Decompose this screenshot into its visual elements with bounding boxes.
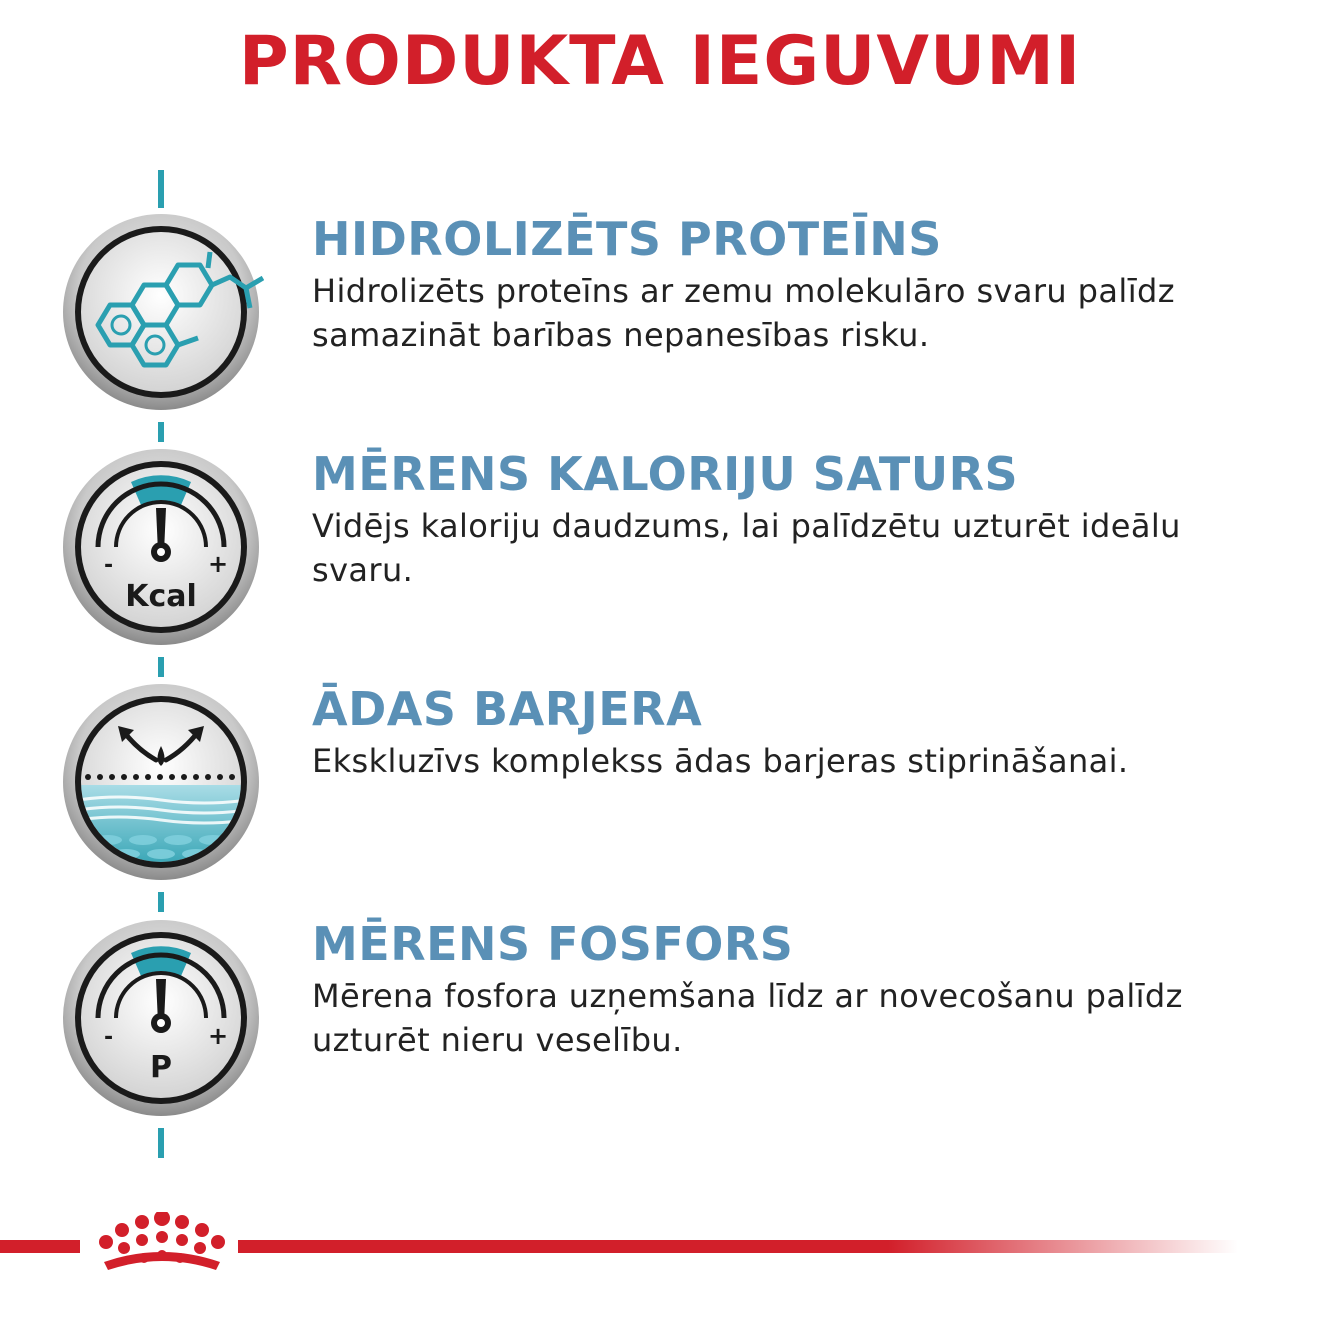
- benefit-title: HIDROLIZĒTS PROTEĪNS: [312, 212, 942, 266]
- icon-column: [58, 160, 264, 1160]
- benefit-description-line: Vidējs kaloriju daudzums, lai palīdzētu uzturēt ideālu: [312, 506, 1181, 545]
- p-label: P: [150, 1050, 172, 1085]
- footer-divider-left: [0, 1240, 80, 1253]
- benefit-description-line: samazināt barības nepanesības risku.: [312, 315, 930, 354]
- benefit-title: MĒRENS KALORIJU SATURS: [312, 447, 1019, 501]
- benefit-moderate-calories: [312, 449, 1272, 592]
- page-title: PRODUKTA IEGUVUMI: [238, 22, 1082, 101]
- benefit-description-line: svaru.: [312, 550, 414, 589]
- benefit-skin-barrier: [312, 684, 1272, 783]
- minus-symbol: -: [104, 553, 114, 578]
- plus-symbol: +: [208, 550, 229, 578]
- kcal-label: Kcal: [125, 579, 197, 614]
- minus-symbol: -: [104, 1025, 114, 1050]
- benefit-description: [312, 269, 1272, 357]
- benefit-hydrolyzed-protein: [312, 214, 1272, 357]
- royal-canin-crown-icon: [92, 1212, 232, 1282]
- phosphorus-gauge-icon: [63, 920, 259, 1116]
- benefit-description: [312, 974, 1272, 1062]
- benefit-description-line: Mērena fosfora uzņemšana līdz ar novecošanu palīdz: [312, 976, 1183, 1015]
- skin-barrier-icon: [63, 684, 259, 880]
- benefit-description-line: uzturēt nieru veselību.: [312, 1020, 683, 1059]
- benefit-description-line: Hidrolizēts proteīns ar zemu molekulāro svaru palīdz: [312, 271, 1175, 310]
- benefit-description: [312, 739, 1272, 783]
- benefit-description-line: Ekskluzīvs komplekss ādas barjeras stiprināšanai.: [312, 741, 1129, 780]
- plus-symbol: +: [208, 1022, 229, 1050]
- benefit-title: MĒRENS FOSFORS: [312, 917, 794, 971]
- molecule-icon: [63, 214, 263, 410]
- benefit-description: [312, 504, 1272, 592]
- kcal-gauge-icon: [63, 449, 259, 645]
- benefit-moderate-phosphorus: [312, 919, 1272, 1062]
- benefit-title: ĀDAS BARJERA: [312, 682, 703, 736]
- footer-divider-right: [238, 1240, 1238, 1253]
